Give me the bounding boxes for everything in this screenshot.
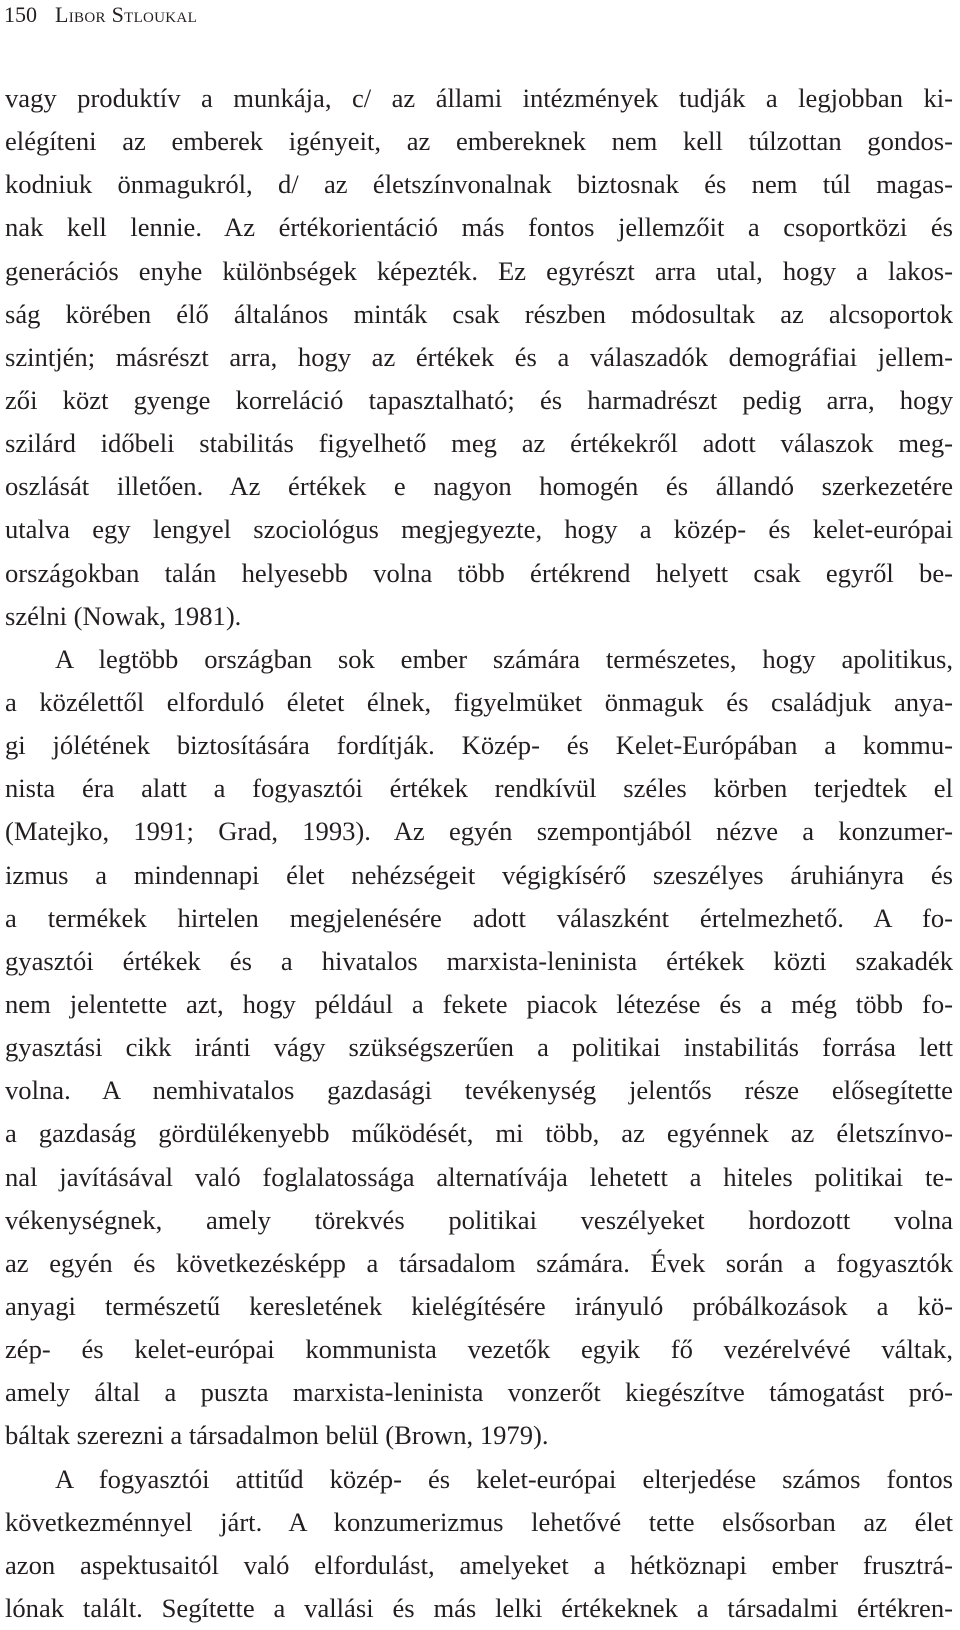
text-line: amely által a puszta marxista-leninista vonzerőt kiegészítve támogatást pró- (5, 1377, 953, 1408)
text-line: (Matejko, 1991; Grad, 1993). Az egyén szempontjából nézve a konzumer- (5, 816, 953, 847)
text-line: szélni (Nowak, 1981). (5, 600, 242, 631)
text-line: gyasztói értékek és a hivatalos marxista-leninista értékek közti szakadék (5, 945, 953, 976)
text-line: nal javításával való foglalatossága alternatívája lehetett a hiteles politikai te- (5, 1161, 953, 1192)
running-head (4, 2, 197, 28)
text-line: a gazdaság gördülékenyebb működését, mi több, az egyénnek az életszínvo- (5, 1118, 953, 1149)
text-line: nista éra alatt a fogyasztói értékek rendkívül széles körben terjedtek el (5, 773, 953, 804)
text-line: gyasztási cikk iránti vágy szükségszerűen a politikai instabilitás forrása lett (5, 1032, 953, 1063)
text-line: zép- és kelet-európai kommunista vezetők egyik fő vezérelvévé váltak, (5, 1334, 953, 1365)
text-line: kodniuk önmagukról, d/ az életszínvonalnak biztosnak és nem túl magas- (5, 169, 953, 200)
text-line: gi jólétének biztosítására fordítják. Közép- és Kelet-Európában a kommu- (5, 730, 953, 761)
paragraph-first-line: A legtöbb országban sok ember számára természetes, hogy apolitikus, (55, 643, 953, 674)
text-line: a termékek hirtelen megjelenésére adott válaszként értelmezhető. A fo- (5, 902, 953, 933)
text-line: anyagi természetű keresletének kielégítésére irányuló próbálkozások a kö- (5, 1290, 953, 1321)
text-line: szilárd időbeli stabilitás figyelhető meg az értékekről adott válaszok meg- (5, 428, 953, 459)
text-line: országokban talán helyesebb volna több értékrend helyett csak egyről be- (5, 557, 953, 588)
page-number: 150 (4, 2, 37, 27)
text-line: vagy produktív a munkája, c/ az állami intézmények tudják a legjobban ki- (5, 83, 953, 113)
body-text (5, 77, 953, 1630)
text-line: elégíteni az emberek igényeit, az embereknek nem kell túlzottan gondos- (5, 126, 953, 157)
text-line: a közélettől elforduló életet élnek, figyelmüket önmaguk és családjuk anya- (5, 686, 953, 717)
running-head-author: Libor Stloukal (55, 2, 198, 27)
text-line: nak kell lennie. Az értékorientáció más fontos jellemzőit a csoportközi és (5, 212, 953, 243)
text-line: következménnyel járt. A konzumerizmus lehetővé tette elsősorban az élet (5, 1506, 953, 1537)
text-line: generációs enyhe különbségek képezték. Ez egyrészt arra utal, hogy a lakos- (5, 255, 953, 286)
text-line: szintjén; másrészt arra, hogy az értékek és a válaszadók demográfiai jellem- (5, 341, 953, 372)
text-line: báltak szerezni a társadalmon belül (Brown, 1979). (5, 1420, 549, 1451)
text-line: utalva egy lengyel szociológus megjegyezte, hogy a közép- és kelet-európai (5, 514, 953, 545)
text-line: lónak talált. Segítette a vallási és más lelki értékeknek a társadalmi értékren- (5, 1592, 953, 1623)
text-line: vékenységnek, amely törekvés politikai veszélyeket hordozott volna (5, 1204, 953, 1235)
text-line: ság körében élő általános minták csak részben módosultak az alcsoportok (5, 298, 953, 329)
text-line: nem jelentette azt, hogy például a fekete piacok létezése és a még több fo- (5, 988, 953, 1019)
text-line: izmus a mindennapi élet nehézségeit végigkísérő szeszélyes áruhiányra és (5, 859, 953, 890)
text-line: zői közt gyenge korreláció tapasztalható; és harmadrészt pedig arra, hogy (5, 384, 953, 415)
paragraph-first-line: A fogyasztói attitűd közép- és kelet-európai elterjedése számos fontos (55, 1463, 953, 1494)
text-line: azon aspektusaitól való elfordulást, amelyeket a hétköznapi ember frusztrá- (5, 1549, 953, 1580)
text-line: oszlását illetően. Az értékek e nagyon homogén és állandó szerkezetére (5, 471, 953, 502)
text-line: volna. A nemhivatalos gazdasági tevékenység jelentős része elősegítette (5, 1075, 953, 1106)
text-line: az egyén és következésképp a társadalom számára. Évek során a fogyasztók (5, 1247, 953, 1278)
